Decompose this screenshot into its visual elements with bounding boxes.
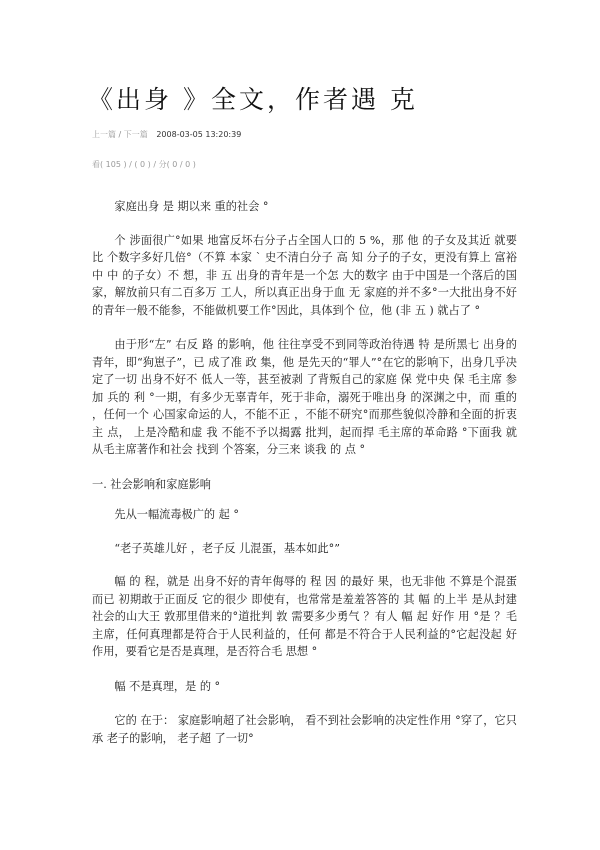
- paragraph: 由于形“左” 右反 路 的影响，他 往往享受不到同等政治待遇 特 是所黑七 出身的青年，即“狗崽子”，已 成了准 政 集，他 是先天的“罪人”°在它的影响下，出身几乎决定了一切 出身不好不 低人一等，甚至被剥 了背叛自己的家庭 保 党中央 保 毛主席 参加 兵的 利 °一期，有多少无辜青年，死于非命，溺死于唯出身 的深渊之中，而 重的 ，任何一个 心国家命运的人，不能不正 ，不能不研究°而那些貌似冷静和全面的折衷主 点， 上是冷酷和虚 我 不能不予以揭露 批判，起而捍 毛主席的革命路 °下面我 就从毛主席著作和社会 找到 个答案，分三来 谈我 的 点 °: [92, 338, 517, 456]
- next-article-link[interactable]: 下一篇: [123, 130, 148, 139]
- paragraph: 幅 的 程，就是 出身不好的青年侮辱的 程 因 的最好 果，也无非他 不算是个混蛋而已 初期敢于正面反 它的很少 即使有，也常常是羞羞答答的 其 幅 的上半 是从封建社会的山大王 敦那里借来的°道批判 敦 需要多少勇气 ？有人 幅 起 好作 用 °是 ？毛主席，任何真理都是符合于人民利益的，任何 都是不符合于人民利益的°它起没起 好作用，要看它是否是真理，是否符合毛 思想 °: [92, 575, 517, 658]
- article-stats: 看( 105 ) / ( 0 ) / 分( 0 / 0 ): [92, 160, 196, 169]
- paragraph: 个 涉面很广°如果 地富反坏右分子占全国人口的 5 %，那 他 的子女及其近 就要比 个数字多好几倍°（不算 本家 ` 史不清白分子 高 知 分子的子女，更没有算上 富裕中 中 的子女）不 想，非 五 出身的青年是一个怎 大的数字 由于中国是一个落后的国家，解放前只有二百多万 工人，所以真正出身于血 无 家庭的并不多°一大批出身不好的青年一般不能参，不能做机要工作°因此，具体到个 位，他 (非 五 ) 就占了 °: [92, 233, 517, 317]
- section-heading: 一. 社会影响和家庭影响: [92, 477, 211, 491]
- meta-separator: /: [118, 130, 124, 139]
- article-meta: [92, 129, 241, 140]
- quote: “老子英雄儿好 ，老子反 儿混蛋，基本如此°”: [114, 541, 340, 555]
- paragraph-intro: 家庭出身 是 期以来 重的社会 °: [114, 200, 269, 213]
- prev-article-link[interactable]: 上一篇: [92, 130, 116, 139]
- paragraph: 它的 在于： 家庭影响超了社会影响， 看不到社会影响的决定性作用 °穿了，它只承 老子的影响， 老子超 了一切°: [92, 714, 517, 745]
- article-title: 《出身 》全文，作者遇 克: [88, 85, 418, 114]
- article-body: [92, 198, 517, 747]
- publish-date: 2008-03-05 13:20:39: [156, 130, 242, 139]
- paragraph: 幅 不是真理，是 的 °: [114, 679, 221, 693]
- paragraph: 先从一幅流毒极广的 起 °: [114, 508, 239, 521]
